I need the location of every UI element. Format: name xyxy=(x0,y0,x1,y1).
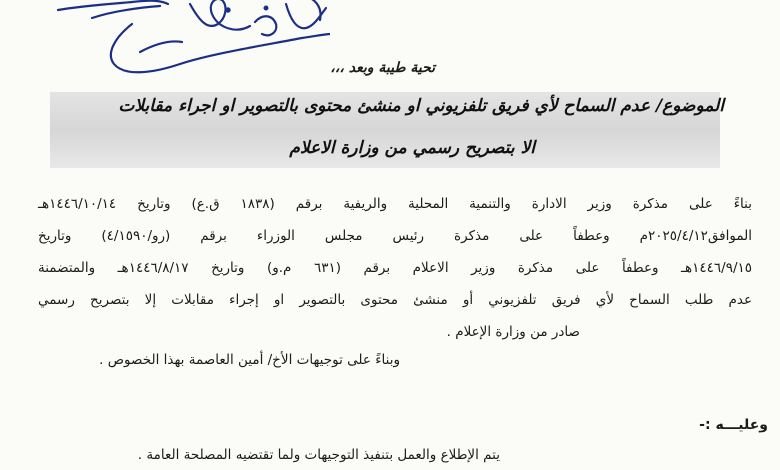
body-line-4: عدم طلب السماح لأي فريق تلفزيوني أو منشئ محتوى بالتصوير او إجراء مقابلات إلا بتصريح رسمي xyxy=(38,292,752,308)
body-line-2: الموافق٢٠٢٥/٤/١٢م وعطفاً على مذكرة رئيس مجلس الوزراء برقم (رو/٤/١٥٩٠) وتاريخ xyxy=(38,228,752,244)
subject-line-2: الا بتصريح رسمي من وزارة الاعلام xyxy=(289,138,535,158)
body-line-6: وبناءً على توجيهات الأخ/ أمين العاصمة بهذا الخصوص . xyxy=(99,352,400,368)
therefore-label: وعليـــه :- xyxy=(699,417,768,433)
subject-line-1: الموضوع/ عدم السماح لأي فريق تلفزيوني او منشئ محتوى بالتصوير او اجراء مقابلات xyxy=(118,96,724,116)
body-line-3: ١٤٤٦/٩/١٥هـ وعطفاً على مذكرة وزير الاعلام برقم (٦٣١ م.و) وتاريخ ١٤٤٦/٨/١٧هـ والمتضمنة xyxy=(38,260,752,276)
body-line-1: بناءً على مذكرة وزير الادارة والتنمية المحلية والريفية برقم (١٨٣٨ ق.ع) وتاريخ ١٤٤٦/١٠/١٤هـ xyxy=(38,196,752,212)
closing-line: يتم الإطلاع والعمل بتنفيذ التوجيهات ولما تقتضيه المصلحة العامة . xyxy=(137,447,500,463)
body-line-5: صادر من وزارة الإعلام . xyxy=(446,324,580,340)
greeting: تحية طيبة وبعد ،،، xyxy=(330,60,435,76)
handwritten-signature xyxy=(40,0,330,104)
